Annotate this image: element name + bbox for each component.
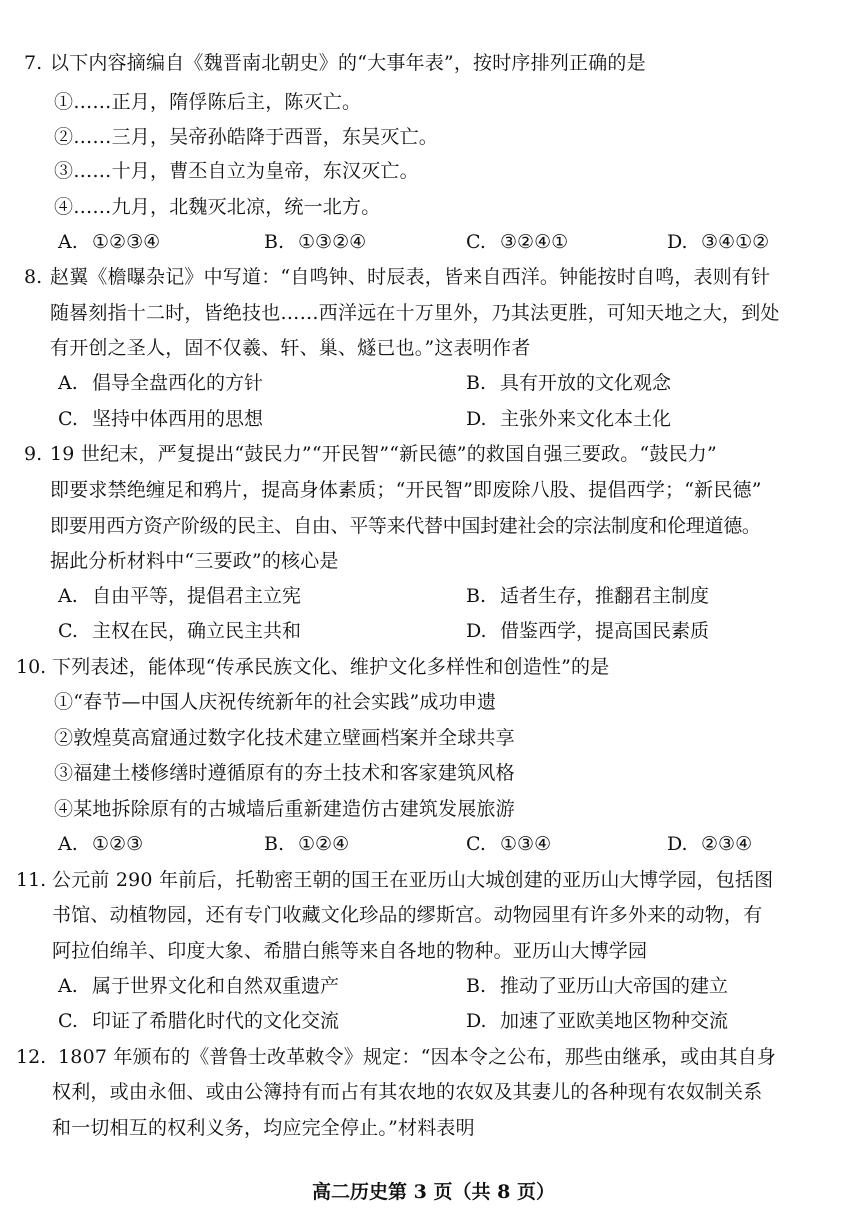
option-d[interactable] bbox=[466, 407, 671, 431]
statement-item: ②……三月，吴帝孙皓降于西晋，东吴灭亡。 bbox=[54, 126, 439, 148]
statement-item: ②敦煌莫高窟通过数字化技术建立壁画档案并全球共享 bbox=[54, 727, 515, 749]
option-text: 主权在民，确立民主共和 bbox=[92, 620, 302, 642]
option-c[interactable] bbox=[58, 407, 263, 431]
option-a[interactable] bbox=[58, 371, 263, 395]
option-c[interactable] bbox=[58, 1009, 339, 1033]
option-text: 主张外来文化本土化 bbox=[500, 408, 672, 430]
option-label: A. bbox=[58, 585, 78, 607]
question-stem-line: 据此分析材料中“三要政”的核心是 bbox=[50, 550, 339, 572]
question-stem-line: 即要用西方资产阶级的民主、自由、平等来代替中国封建社会的宗法制度和伦理道德。 bbox=[50, 515, 761, 537]
option-text: 坚持中体西用的思想 bbox=[92, 408, 264, 430]
page-footer: 高二历史第 3 页（共 8 页） bbox=[312, 1181, 555, 1203]
statement-item: ④某地拆除原有的古城墙后重新建造仿古建筑发展旅游 bbox=[54, 798, 515, 820]
question-stem: 下列表述，能体现“传承民族文化、维护文化多样性和创造性”的是 bbox=[52, 656, 610, 678]
option-label: B. bbox=[466, 372, 487, 394]
option-b[interactable] bbox=[466, 584, 709, 608]
option-c[interactable] bbox=[466, 230, 568, 254]
statement-item: ③……十月，曹丕自立为皇帝，东汉灭亡。 bbox=[54, 160, 419, 182]
statement-item: ③福建土楼修缮时遵循原有的夯土技术和客家建筑风格 bbox=[54, 762, 515, 784]
option-label: C. bbox=[466, 231, 486, 253]
option-text: ①②③④ bbox=[92, 231, 161, 253]
question-stem-line: 即要求禁绝缠足和鸦片，提高身体素质；“开民智”即废除八股、提倡西学；“新民德” bbox=[50, 479, 762, 501]
option-label: D. bbox=[466, 1010, 487, 1032]
question-stem-line: 书馆、动植物园，还有专门收藏文化珍品的缪斯宫。动物园里有许多外来的动物，有 bbox=[52, 904, 763, 926]
question-number: 7. bbox=[24, 52, 43, 74]
option-label: D. bbox=[667, 833, 688, 855]
option-text: 属于世界文化和自然双重遗产 bbox=[92, 975, 340, 997]
option-text: ①②④ bbox=[298, 833, 350, 855]
statement-item: ①“春节—中国人庆祝传统新年的社会实践”成功申遗 bbox=[54, 691, 497, 713]
option-label: D. bbox=[466, 408, 487, 430]
option-text: ①③②④ bbox=[298, 231, 367, 253]
question-stem-line: 阿拉伯绵羊、印度大象、希腊白熊等来自各地的物种。亚历山大博学园 bbox=[52, 940, 648, 962]
question-stem-line: 公元前 290 年前后，托勒密王朝的国王在亚历山大城创建的亚历山大博学园，包括图 bbox=[52, 869, 774, 891]
option-d[interactable] bbox=[667, 230, 769, 254]
option-text: 具有开放的文化观念 bbox=[500, 372, 672, 394]
question-stem-line: 1807 年颁布的《普鲁士改革敕令》规定：“因本令之公布，那些由继承，或由其自身 bbox=[58, 1046, 777, 1068]
option-a[interactable] bbox=[58, 584, 301, 608]
question-stem-line: 19 世纪末，严复提出“鼓民力”“开民智”“新民德”的救国自强三要政。“鼓民力” bbox=[50, 443, 717, 465]
question-number: 11. bbox=[16, 869, 47, 891]
question-stem-line: 和一切相互的权利义务，均应完全停止。”材料表明 bbox=[52, 1117, 475, 1139]
option-label: D. bbox=[466, 620, 487, 642]
question-number: 9. bbox=[24, 443, 43, 465]
option-a[interactable] bbox=[58, 230, 160, 254]
question-stem: 以下内容摘编自《魏晋南北朝史》的“大事年表”，按时序排列正确的是 bbox=[50, 52, 646, 74]
option-label: C. bbox=[58, 1010, 78, 1032]
option-label: A. bbox=[58, 372, 78, 394]
option-text: ①③④ bbox=[500, 833, 552, 855]
question-stem-line: 赵翼《檐曝杂记》中写道：“自鸣钟、时辰表，皆来自西洋。钟能按时自鸣，表则有针 bbox=[50, 266, 771, 288]
option-d[interactable] bbox=[667, 832, 752, 856]
option-label: B. bbox=[264, 231, 285, 253]
option-text: 自由平等，提倡君主立宪 bbox=[92, 585, 302, 607]
statement-item: ①……正月，隋俘陈后主，陈灭亡。 bbox=[54, 91, 362, 113]
option-text: 适者生存，推翻君主制度 bbox=[500, 585, 710, 607]
question-number: 10. bbox=[16, 656, 47, 678]
option-b[interactable] bbox=[466, 371, 671, 395]
option-label: A. bbox=[58, 833, 78, 855]
question-stem-line: 随晷刻指十二时，皆绝技也……西洋远在十万里外，乃其法更胜，可知天地之大，到处 bbox=[50, 302, 780, 324]
option-d[interactable] bbox=[466, 619, 709, 643]
option-text: ③④①② bbox=[701, 231, 770, 253]
question-stem-line: 有开创之圣人，固不仅羲、轩、巢、燧已也。”这表明作者 bbox=[50, 337, 531, 359]
option-text: ①②③ bbox=[92, 833, 144, 855]
option-label: B. bbox=[466, 585, 487, 607]
option-b[interactable] bbox=[264, 832, 349, 856]
option-text: 借鉴西学，提高国民素质 bbox=[500, 620, 710, 642]
option-b[interactable] bbox=[466, 974, 728, 998]
option-text: ③②④① bbox=[500, 231, 569, 253]
option-text: ②③④ bbox=[701, 833, 753, 855]
option-label: A. bbox=[58, 975, 78, 997]
option-a[interactable] bbox=[58, 974, 339, 998]
option-text: 印证了希腊化时代的文化交流 bbox=[92, 1010, 340, 1032]
option-text: 加速了亚欧美地区物种交流 bbox=[500, 1010, 729, 1032]
question-number: 12. bbox=[16, 1046, 47, 1068]
option-text: 倡导全盘西化的方针 bbox=[92, 372, 264, 394]
option-label: C. bbox=[58, 408, 78, 430]
option-a[interactable] bbox=[58, 832, 143, 856]
option-d[interactable] bbox=[466, 1009, 728, 1033]
option-label: C. bbox=[58, 620, 78, 642]
option-label: C. bbox=[466, 833, 486, 855]
option-b[interactable] bbox=[264, 230, 366, 254]
question-number: 8. bbox=[24, 266, 43, 288]
statement-item: ④……九月，北魏灭北凉，统一北方。 bbox=[54, 196, 381, 218]
option-c[interactable] bbox=[58, 619, 301, 643]
question-stem-line: 权利，或由永佃、或由公簿持有而占有其农地的农奴及其妻儿的各种现有农奴制关系 bbox=[52, 1081, 763, 1103]
option-label: D. bbox=[667, 231, 688, 253]
option-label: B. bbox=[264, 833, 285, 855]
option-text: 推动了亚历山大帝国的建立 bbox=[500, 975, 729, 997]
option-label: A. bbox=[58, 231, 78, 253]
option-c[interactable] bbox=[466, 832, 551, 856]
option-label: B. bbox=[466, 975, 487, 997]
